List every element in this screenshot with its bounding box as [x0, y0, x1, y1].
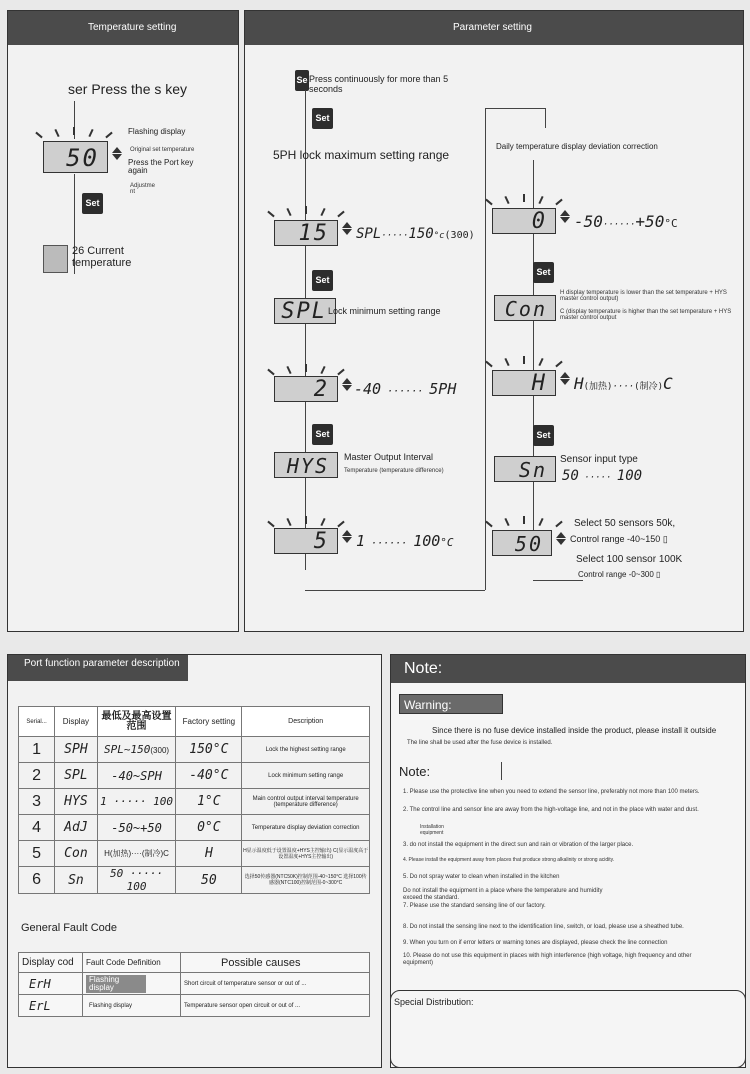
fuse-warning-2: The line shall be used after the fuse device is installed.: [407, 740, 553, 746]
daily-correction-label: Daily temperature display deviation correction: [496, 142, 658, 151]
col-code: Display cod: [19, 953, 83, 973]
col-display: Display: [55, 707, 98, 737]
set-button[interactable]: Set: [312, 270, 333, 291]
sn-value-display: 50: [492, 530, 552, 556]
select-50-label: Select 50 sensors 50k,: [574, 518, 676, 529]
port-key-label: Press the Port key again: [128, 158, 194, 175]
table-row: ErL Flashing display Temperature sensor open circuit or out of ...: [19, 995, 370, 1017]
table-row: 1 SPH SPL~150(300) 150°C Lock the highest setting range: [19, 737, 370, 763]
table-row: 3 HYS 1 ····· 100 1°C Main control output interval temperature (temperature difference): [19, 789, 370, 815]
set-button-small[interactable]: Se: [295, 70, 309, 91]
note-item: 4. Please install the equipment away from places that produce strong alkalinity or strong acidity.: [403, 857, 615, 863]
press-set-text: ser Press the s key: [68, 81, 188, 97]
note-item: 5. Do not spray water to clean when installed in the kitchen: [403, 874, 560, 880]
fault-code-table: [18, 952, 370, 1017]
set-button[interactable]: Set: [312, 424, 333, 445]
note-item: Installation equipment: [420, 824, 444, 836]
sensor-type-label: Sensor input type: [560, 454, 638, 465]
up-down-arrows[interactable]: [112, 147, 122, 160]
con-value-display: H: [492, 370, 556, 396]
table-row: 2 SPL -40~SPH -40°C Lock minimum setting range: [19, 763, 370, 789]
fuse-warning-1: Since there is no fuse device installed inside the product, please install it outside: [432, 726, 717, 735]
sph-range: SPL·····150°c(300): [356, 226, 475, 242]
col-range: 最低及最高设置范围: [97, 707, 176, 737]
note-item: 2. The control line and sensor line are away from the high-voltage line, and not in the place with water and dust.: [403, 807, 699, 813]
set-button[interactable]: Set: [533, 425, 554, 446]
note-item: 8. Do not install the sensing line next to the identification line, switch, or load, please use a sheathed tube.: [403, 924, 684, 930]
setpoint-display: 50: [43, 141, 108, 173]
up-down-arrows[interactable]: [560, 372, 570, 385]
up-down-arrows[interactable]: [556, 532, 566, 545]
fault-code-title: General Fault Code: [21, 922, 117, 934]
col-factory: Factory setting: [176, 707, 242, 737]
select-100-range: Control range -0~300 ▯: [578, 570, 661, 579]
select-100-label: Select 100 sensor 100K: [576, 554, 683, 565]
up-down-arrows[interactable]: [342, 378, 352, 391]
set-button[interactable]: Set: [82, 193, 103, 214]
hys-range: 1 ······ 100°C: [356, 532, 454, 550]
flash-marks: [38, 129, 110, 141]
sph-display: 15: [274, 220, 338, 246]
note-item: 7. Please use the standard sensing line of our factory.: [403, 903, 546, 909]
col-serial: Serial...: [19, 707, 55, 737]
adjustment-label: Adjustme nt: [130, 183, 156, 195]
port-function-header: Port function parameter description: [8, 655, 188, 681]
hys-subtitle: Temperature (temperature difference): [344, 468, 444, 474]
c-explanation: C (display temperature is higher than the set temperature + HYS master control output: [560, 309, 732, 321]
spl-value-display: 2: [274, 376, 338, 402]
note-item: 1. Please use the protective line when you need to extend the sensor line, preferably not more than 100 meters.: [403, 789, 700, 795]
spl-label: Lock minimum setting range: [328, 306, 441, 316]
special-distribution-label: Special Distribution:: [394, 997, 474, 1007]
col-definition: Fault Code Definition: [83, 953, 181, 973]
up-down-arrows[interactable]: [560, 210, 570, 223]
set-button[interactable]: Set: [312, 108, 333, 129]
note-subheader: Note:: [399, 764, 431, 779]
original-temp-label: Original set temperature: [130, 147, 195, 153]
flashing-display-label: Flashing display: [128, 127, 186, 136]
temperature-setting-panel: [7, 10, 239, 632]
sn-range: 50 ····· 100: [562, 468, 643, 484]
sph-title: 5PH lock maximum setting range: [273, 148, 450, 162]
note-item: Do not install the equipment in a place where the temperature and humidity exceed the standard.: [403, 888, 603, 902]
note-item: 10. Please do not use this equipment in places with high interference (high voltage, high frequency and other equipment): [403, 953, 692, 967]
up-down-arrows[interactable]: [342, 222, 352, 235]
table-row: 6 Sn 50 ····· 100 50 选择50传感器(NTC50K)控制范围-40~150°C 选择100传感器(NTC100)控制范围-0~300°C: [19, 867, 370, 894]
hys-value-display: 5: [274, 528, 338, 554]
up-down-arrows[interactable]: [342, 530, 352, 543]
adj-display: 0: [492, 208, 556, 234]
con-range: H(加热)····(制冷)C: [574, 374, 673, 393]
h-explanation: H display temperature is lower than the set temperature + HYS master control output): [560, 290, 727, 302]
current-temp-box: [43, 245, 68, 273]
port-function-table: [18, 706, 370, 894]
select-50-range: Control range -40~150 ▯: [570, 534, 668, 544]
con-display: Con: [494, 295, 556, 321]
table-row: ErH Flashing display Short circuit of temperature sensor or out of ...: [19, 973, 370, 995]
spl-range: -40 ······ 5PH: [354, 380, 457, 398]
hys-title: Master Output Interval: [344, 452, 434, 462]
note-item: 3. do not install the equipment in the direct sun and rain or vibration of the larger place.: [403, 842, 634, 848]
spl-display: SPL: [274, 298, 336, 324]
col-causes: Possible causes: [181, 953, 370, 973]
temperature-setting-header: Temperature setting: [8, 11, 238, 45]
table-row: 5 Con H(加热)····(制冷)C H H显示温度低于设置温度+HYS主控输出) C(显示温度高于设置温度+HYS主控输出): [19, 841, 370, 867]
set-button[interactable]: Set: [533, 262, 554, 283]
press-continuously-text: Press continuously for more than 5 seconds: [309, 74, 449, 94]
note-header: Note:: [391, 655, 745, 683]
table-row: 4 AdJ -50~+50 0°C Temperature display deviation correction: [19, 815, 370, 841]
note-item: 9. When you turn on if error letters or warning tones are displayed, please check the line connection: [403, 940, 668, 946]
parameter-setting-header: Parameter setting: [245, 11, 743, 45]
sn-display: Sn: [494, 456, 556, 482]
adj-range: -50······+50°C: [574, 212, 678, 231]
col-description: Description: [242, 707, 370, 737]
current-temp-label: 26 Current temperature: [72, 245, 132, 269]
hys-display: HYS: [274, 452, 338, 478]
warning-badge: Warning:: [399, 694, 503, 714]
